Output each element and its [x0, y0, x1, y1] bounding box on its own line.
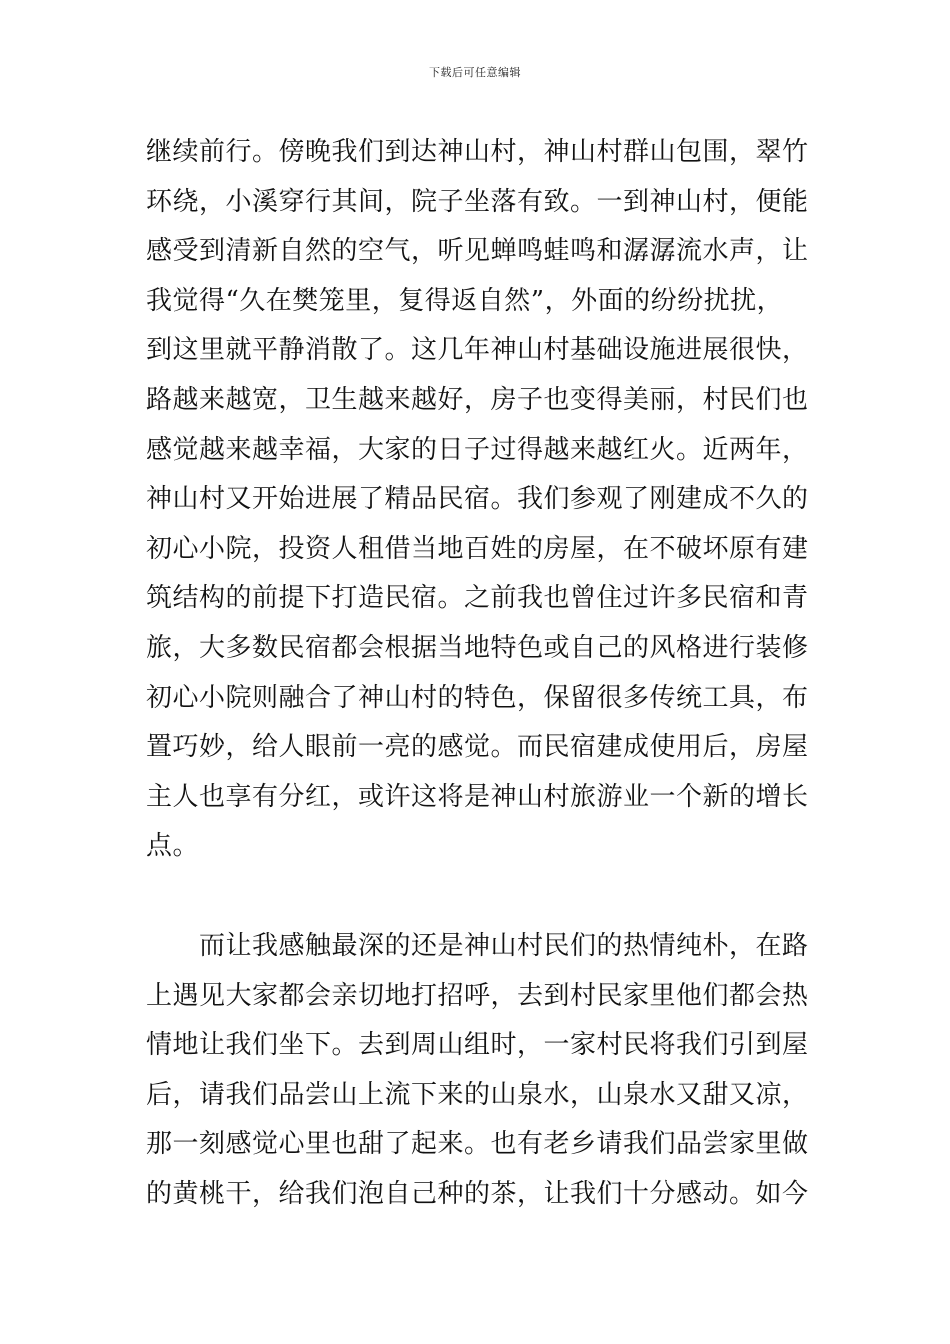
document-body: [146, 128, 809, 1219]
text-line: 感受到清新自然的空气，听见蝉鸣蛙鸣和潺潺流水声，让: [146, 236, 809, 267]
text-line: 筑结构的前提下打造民宿。之前我也曾住过许多民宿和青: [146, 583, 809, 614]
text-line: 感觉越来越幸福，大家的日子过得越来越红火。近两年，: [146, 434, 809, 465]
page-header: 下载后可任意编辑: [429, 66, 521, 79]
text-line: 环绕，小溪穿行其间，院子坐落有致。一到神山村，便能: [146, 186, 809, 217]
text-line: 我觉得“久在樊笼里，复得返自然”，外面的纷纷扰扰，: [146, 285, 784, 316]
text-line: 旅，大多数民宿都会根据当地特色或自己的风格进行装修: [146, 632, 809, 663]
text-line: 的黄桃干，给我们泡自己种的茶，让我们十分感动。如今: [146, 1178, 809, 1209]
text-line: 神山村又开始进展了精品民宿。我们参观了刚建成不久的: [146, 484, 809, 515]
text-line: 后，请我们品尝山上流下来的山泉水，山泉水又甜又凉，: [146, 1079, 809, 1110]
text-line: 初心小院则融合了神山村的特色，保留很多传统工具，布: [146, 682, 809, 713]
text-line: 路越来越宽，卫生越来越好，房子也变得美丽，村民们也: [146, 384, 809, 415]
text-line: 上遇见大家都会亲切地打招呼，去到村民家里他们都会热: [146, 980, 809, 1011]
text-line: 到这里就平静消散了。这几年神山村基础设施进展很快，: [146, 335, 809, 366]
text-line: 初心小院，投资人租借当地百姓的房屋，在不破坏原有建: [146, 533, 809, 564]
paragraph-spacer: [146, 872, 806, 922]
text-line: 点。: [146, 831, 200, 862]
paragraph-1: [146, 128, 809, 872]
text-line: 而让我感触最深的还是神山村民们的热情纯朴，在路: [146, 930, 809, 961]
paragraph-2: [146, 922, 809, 1220]
text-line: 情地让我们坐下。去到周山组时，一家村民将我们引到屋: [146, 1030, 809, 1061]
text-line: 主人也享有分红，或许这将是神山村旅游业一个新的增长: [146, 781, 809, 812]
text-line: 置巧妙，给人眼前一亮的感觉。而民宿建成使用后，房屋: [146, 732, 809, 763]
text-line: 那一刻感觉心里也甜了起来。也有老乡请我们品尝家里做: [146, 1129, 809, 1160]
text-line: 继续前行。傍晚我们到达神山村，神山村群山包围，翠竹: [146, 137, 809, 167]
